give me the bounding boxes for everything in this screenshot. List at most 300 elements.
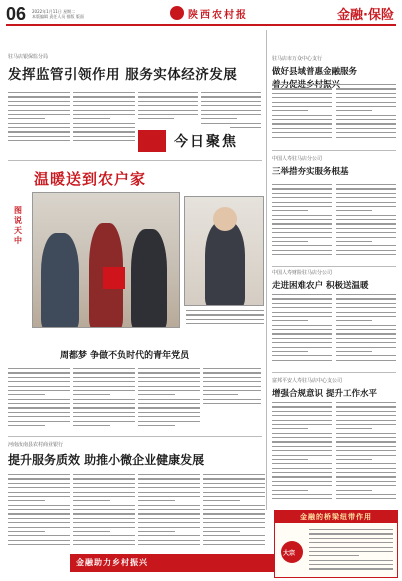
- text-line: [336, 437, 396, 438]
- text-line: [336, 303, 396, 304]
- text-line: [203, 403, 261, 404]
- text-line: [203, 399, 261, 400]
- text-line: [272, 360, 332, 361]
- advert-box: [274, 510, 398, 578]
- text-line: [8, 535, 70, 536]
- text-line: [8, 96, 70, 97]
- text-line: [73, 509, 135, 510]
- text-line: [272, 355, 332, 356]
- photo-face: [213, 207, 237, 231]
- text-line: [138, 381, 200, 382]
- text-line: [73, 92, 135, 93]
- text-line: [203, 368, 261, 369]
- paper-logo: [170, 6, 250, 20]
- row-separator: [272, 266, 396, 267]
- photo-person: [131, 229, 167, 328]
- text-line: [73, 96, 135, 97]
- bottom-banner: [70, 554, 274, 572]
- text-line: [336, 459, 372, 460]
- text-line: [336, 132, 396, 133]
- text-line: [272, 428, 308, 429]
- text-line: [203, 513, 265, 514]
- text-line: [336, 490, 372, 491]
- text-line: [73, 390, 135, 391]
- text-line: [272, 455, 332, 456]
- text-line: [336, 420, 396, 421]
- text-line: [201, 114, 261, 115]
- text-line: [272, 411, 332, 412]
- text-line: [203, 377, 261, 378]
- text-line: [8, 368, 70, 369]
- text-line: [272, 338, 332, 339]
- text-line: [272, 88, 332, 89]
- logo-emblem-icon: [170, 6, 184, 20]
- text-line: [73, 513, 135, 514]
- text-line: [8, 123, 70, 124]
- text-line: [336, 102, 396, 103]
- text-line: [203, 483, 265, 484]
- text-line: [272, 463, 332, 464]
- text-line: [73, 522, 135, 523]
- text-line: [8, 500, 45, 501]
- text-line: [8, 372, 70, 373]
- text-line: [309, 533, 393, 534]
- text-line: [73, 394, 110, 395]
- portrait-photo: [184, 196, 264, 306]
- text-line: [336, 298, 396, 299]
- row-separator: [8, 436, 262, 437]
- text-line: [336, 88, 396, 89]
- right-mid-headline: 三举措夯实服务根基: [272, 167, 349, 177]
- text-line: [8, 540, 70, 541]
- text-line: [272, 294, 332, 295]
- text-line: [336, 347, 396, 348]
- text-line: [8, 381, 70, 382]
- text-line: [138, 377, 200, 378]
- text-line: [138, 416, 200, 417]
- text-line: [272, 312, 332, 313]
- text-line: [138, 425, 175, 426]
- text-line: [272, 424, 332, 425]
- right-low-headline: 增强合规意识 提升工作水平: [272, 389, 377, 399]
- text-line: [336, 320, 372, 321]
- text-line: [272, 316, 332, 317]
- text-line: [138, 105, 198, 106]
- photo-caption: [186, 310, 264, 328]
- text-line: [73, 110, 135, 111]
- text-line: [336, 433, 396, 434]
- text-line: [309, 542, 393, 543]
- text-line: [73, 136, 135, 137]
- right-top-kicker: 驻马店市万众中心支行: [272, 56, 323, 62]
- text-line: [336, 223, 396, 224]
- text-line: [203, 390, 261, 391]
- text-line: [203, 535, 265, 536]
- text-line: [336, 481, 396, 482]
- lead-kicker: 驻马店银保监分局: [8, 54, 49, 60]
- text-line: [309, 568, 393, 569]
- text-line: [336, 463, 396, 464]
- text-line: [203, 518, 265, 519]
- text-line: [272, 472, 332, 473]
- text-line: [272, 206, 332, 207]
- text-line: [8, 527, 70, 528]
- text-line: [73, 123, 135, 124]
- text-line: [203, 394, 238, 395]
- text-line: [8, 487, 70, 488]
- text-line: [203, 381, 261, 382]
- text-line: [201, 101, 261, 102]
- text-line: [272, 481, 332, 482]
- text-line: [138, 96, 198, 97]
- text-line: [203, 478, 265, 479]
- text-line: [8, 518, 70, 519]
- text-line: [336, 215, 396, 216]
- text-line: [8, 101, 70, 102]
- text-line: [138, 101, 198, 102]
- text-line: [186, 323, 264, 324]
- text-line: [272, 347, 332, 348]
- text-line: [138, 474, 200, 475]
- text-line: [8, 474, 70, 475]
- text-line: [73, 535, 135, 536]
- text-line: [8, 483, 70, 484]
- text-line: [8, 105, 70, 106]
- text-line: [138, 394, 175, 395]
- today-focus-badge: [138, 126, 238, 154]
- badge-text: 今日聚焦: [174, 134, 238, 150]
- text-line: [336, 128, 396, 129]
- text-line: [336, 232, 396, 233]
- text-line: [138, 522, 200, 523]
- text-line: [272, 193, 332, 194]
- text-line: [336, 84, 396, 85]
- text-line: [8, 421, 70, 422]
- text-line: [73, 407, 135, 408]
- text-line: [336, 241, 372, 242]
- lead-body-col3: [138, 92, 198, 124]
- text-line: [73, 544, 135, 545]
- text-line: [73, 531, 110, 532]
- right-mid-kicker: 中国人寿驻马店分公司: [272, 156, 323, 162]
- text-line: [336, 115, 396, 116]
- feature-body-col4: [203, 368, 261, 408]
- text-line: [201, 110, 261, 111]
- text-line: [272, 128, 332, 129]
- text-line: [272, 254, 332, 255]
- text-line: [336, 250, 396, 251]
- text-line: [203, 540, 265, 541]
- text-line: [336, 228, 396, 229]
- advert-logo-text: 大宗: [283, 550, 296, 557]
- text-line: [73, 386, 135, 387]
- text-line: [272, 119, 332, 120]
- right-mid2-kicker: 中国人寿财险驻马店分公司: [272, 270, 333, 276]
- text-line: [272, 132, 332, 133]
- text-line: [336, 450, 396, 451]
- text-line: [138, 496, 200, 497]
- text-line: [73, 403, 135, 404]
- row-separator: [272, 150, 396, 151]
- text-line: [272, 97, 332, 98]
- text-line: [138, 478, 200, 479]
- text-line: [203, 496, 265, 497]
- right-low-article: [272, 378, 396, 399]
- text-line: [8, 399, 70, 400]
- text-line: [272, 441, 332, 442]
- text-line: [203, 386, 261, 387]
- text-line: [73, 140, 135, 141]
- right-mid-article: [272, 156, 396, 177]
- text-line: [336, 411, 396, 412]
- text-line: [336, 325, 396, 326]
- text-line: [336, 237, 396, 238]
- text-line: [336, 342, 396, 343]
- text-line: [272, 494, 332, 495]
- text-line: [138, 518, 200, 519]
- text-line: [8, 118, 45, 119]
- text-line: [309, 564, 393, 565]
- text-line: [336, 472, 396, 473]
- text-line: [8, 416, 70, 417]
- feature-body-col3: [138, 368, 200, 432]
- text-line: [336, 210, 372, 211]
- lead-body-col2: [73, 92, 135, 148]
- text-line: [336, 316, 396, 317]
- right-mid2-article: [272, 270, 396, 291]
- text-line: [203, 509, 265, 510]
- text-line: [203, 372, 261, 373]
- row-separator: [8, 160, 262, 161]
- text-line: [203, 544, 265, 545]
- text-line: [272, 329, 332, 330]
- feature-body-col2: [73, 368, 135, 432]
- text-line: [272, 223, 332, 224]
- text-line: [272, 333, 332, 334]
- right-top-body-col1: [272, 84, 332, 144]
- text-line: [272, 137, 332, 138]
- date-line: [32, 9, 84, 19]
- advert-logo-icon: [281, 541, 303, 563]
- text-line: [336, 123, 396, 124]
- text-line: [272, 351, 308, 352]
- text-line: [272, 402, 332, 403]
- text-line: [272, 433, 332, 434]
- text-line: [73, 368, 135, 369]
- right-mid-body-col2: [336, 184, 396, 260]
- text-line: [138, 500, 175, 501]
- text-line: [336, 415, 396, 416]
- text-line: [8, 531, 45, 532]
- bottom-headline: 提升服务质效 助推小微企业健康发展: [8, 453, 205, 467]
- right-top-body-col2: [336, 84, 396, 144]
- text-line: [336, 333, 396, 334]
- text-line: [8, 412, 70, 413]
- text-line: [309, 538, 393, 539]
- text-line: [201, 96, 261, 97]
- text-line: [73, 540, 135, 541]
- text-line: [73, 131, 135, 132]
- bottom-body-col2: [73, 474, 135, 552]
- text-line: [336, 110, 372, 111]
- text-line: [138, 421, 200, 422]
- bottom-kicker: 河南汝南县农村商业银行: [8, 442, 64, 448]
- text-line: [336, 106, 396, 107]
- text-line: [201, 118, 237, 119]
- text-line: [272, 459, 308, 460]
- text-line: [272, 102, 332, 103]
- text-line: [8, 509, 70, 510]
- feature-body-col1: [8, 368, 70, 432]
- text-line: [336, 219, 396, 220]
- text-line: [138, 505, 200, 506]
- text-line: [8, 544, 70, 545]
- text-line: [186, 314, 264, 315]
- bottom-body-col3: [138, 474, 200, 552]
- text-line: [73, 114, 135, 115]
- text-line: [8, 92, 70, 93]
- text-line: [201, 92, 261, 93]
- lead-article: [8, 54, 260, 83]
- text-line: [272, 241, 308, 242]
- bottom-body-col4: [203, 474, 265, 552]
- feature-subtitle: 周都梦 争做不负时代的青年党员: [60, 351, 190, 361]
- text-line: [73, 527, 135, 528]
- text-line: [186, 310, 264, 311]
- text-line: [8, 140, 70, 141]
- text-line: [336, 202, 396, 203]
- text-line: [336, 498, 396, 499]
- text-line: [272, 228, 332, 229]
- text-line: [336, 193, 396, 194]
- text-line: [138, 513, 200, 514]
- text-line: [272, 84, 332, 85]
- text-line: [272, 320, 308, 321]
- text-line: [272, 298, 332, 299]
- newspaper-header: [0, 0, 402, 40]
- text-line: [73, 127, 135, 128]
- text-line: [8, 425, 45, 426]
- text-line: [272, 307, 332, 308]
- advert-body: [309, 529, 393, 573]
- text-line: [272, 93, 332, 94]
- text-line: [8, 492, 70, 493]
- text-line: [336, 402, 396, 403]
- text-line: [138, 118, 174, 119]
- lead-body-col1: [8, 92, 70, 148]
- text-line: [201, 123, 261, 124]
- text-line: [73, 483, 135, 484]
- text-line: [272, 202, 332, 203]
- text-line: [138, 372, 200, 373]
- row-separator: [272, 372, 396, 373]
- text-line: [272, 219, 332, 220]
- text-line: [309, 560, 393, 561]
- text-line: [203, 531, 240, 532]
- feature-title: 温暖送到农户家: [34, 170, 147, 188]
- text-line: [272, 237, 332, 238]
- text-line: [309, 555, 359, 556]
- text-line: [73, 412, 135, 413]
- text-line: [138, 509, 200, 510]
- text-line: [8, 513, 70, 514]
- text-line: [309, 529, 393, 530]
- text-line: [73, 425, 110, 426]
- text-line: [203, 527, 265, 528]
- text-line: [336, 406, 396, 407]
- text-line: [272, 450, 332, 451]
- text-line: [73, 421, 135, 422]
- text-line: [272, 342, 332, 343]
- header-rule: [6, 24, 396, 26]
- text-line: [73, 372, 135, 373]
- paper-name: 陕西农村报: [188, 10, 248, 21]
- date-text: 2022年1月11日 星期二: [32, 9, 76, 14]
- text-line: [336, 197, 396, 198]
- text-line: [309, 547, 393, 548]
- text-line: [272, 210, 308, 211]
- text-line: [336, 485, 396, 486]
- text-line: [73, 416, 135, 417]
- text-line: [73, 474, 135, 475]
- text-line: [186, 319, 264, 320]
- text-line: [336, 494, 396, 495]
- text-line: [336, 455, 396, 456]
- right-top-headline-1: 做好县域普惠金融服务: [272, 67, 358, 77]
- text-line: [73, 377, 135, 378]
- text-line: [138, 407, 200, 408]
- text-line: [336, 441, 396, 442]
- text-line: [8, 377, 70, 378]
- right-mid2-body-col2: [336, 294, 396, 366]
- bottom-article: [8, 442, 262, 468]
- text-line: [203, 522, 265, 523]
- text-line: [203, 500, 240, 501]
- text-line: [8, 403, 70, 404]
- text-line: [138, 110, 198, 111]
- text-line: [138, 492, 200, 493]
- section-title: 金融·保险: [337, 8, 394, 23]
- text-line: [336, 93, 396, 94]
- text-line: [336, 307, 396, 308]
- text-line: [336, 188, 396, 189]
- text-line: [8, 394, 45, 395]
- right-mid-body-col1: [272, 184, 332, 260]
- text-line: [73, 518, 135, 519]
- text-line: [336, 97, 396, 98]
- text-line: [8, 114, 70, 115]
- text-line: [138, 535, 200, 536]
- right-low-body-col2: [336, 402, 396, 504]
- text-line: [336, 446, 396, 447]
- text-line: [203, 505, 265, 506]
- right-low-kicker: 富邦平安人寿驻马店中心支公司: [272, 378, 343, 384]
- text-line: [272, 437, 332, 438]
- photo-person: [41, 233, 79, 328]
- text-line: [8, 407, 70, 408]
- text-line: [73, 496, 135, 497]
- text-line: [138, 403, 200, 404]
- text-line: [309, 551, 393, 552]
- text-line: [272, 184, 332, 185]
- photo-person: [205, 221, 245, 306]
- text-line: [73, 492, 135, 493]
- text-line: [272, 123, 332, 124]
- text-line: [8, 136, 70, 137]
- text-line: [138, 487, 200, 488]
- text-line: [138, 399, 200, 400]
- text-line: [138, 390, 200, 391]
